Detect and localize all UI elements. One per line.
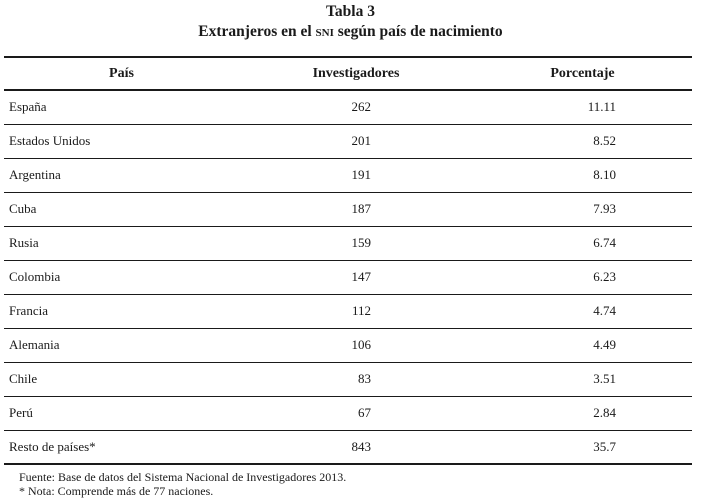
subtitle-acronym: sni [315, 23, 334, 40]
table-title: Tabla 3 [326, 3, 375, 20]
percent-value: 8.10 [593, 167, 616, 182]
table-notes [19, 470, 346, 498]
percent-value: 6.74 [593, 235, 616, 250]
header-row [4, 57, 692, 90]
researchers-cell [239, 90, 473, 124]
table-subtitle [0, 23, 701, 41]
country-cell: Resto de países* [4, 430, 239, 464]
researchers-value: 262 [351, 99, 371, 115]
percent-value: 4.74 [593, 303, 616, 318]
percent-value: 6.23 [593, 269, 616, 284]
country-cell: Francia [4, 294, 239, 328]
percent-cell [473, 328, 692, 362]
table-row [4, 124, 692, 158]
researchers-cell [239, 260, 473, 294]
researchers-cell [239, 226, 473, 260]
table-row [4, 226, 692, 260]
country-cell: Argentina [4, 158, 239, 192]
researchers-value: 147 [351, 269, 371, 284]
percent-cell [473, 294, 692, 328]
table-row [4, 90, 692, 124]
researchers-value: 67 [358, 405, 371, 420]
table-row [4, 396, 692, 430]
country-cell: España [4, 90, 239, 124]
percent-cell [473, 192, 692, 226]
researchers-cell [239, 396, 473, 430]
table-row [4, 192, 692, 226]
country-cell: Estados Unidos [4, 124, 239, 158]
researchers-value: 83 [358, 371, 371, 386]
percent-cell [473, 260, 692, 294]
percent-value: 4.49 [593, 337, 616, 352]
table-row [4, 294, 692, 328]
table-body [4, 90, 692, 464]
percent-value: 2.84 [593, 405, 616, 420]
percent-value: 3.51 [593, 371, 616, 386]
researchers-cell [239, 362, 473, 396]
researchers-value: 201 [351, 133, 371, 148]
table-row [4, 158, 692, 192]
header-researchers: Investigadores [239, 57, 473, 90]
country-cell: Alemania [4, 328, 239, 362]
subtitle-prefix: Extranjeros en el [198, 23, 316, 40]
table-row [4, 328, 692, 362]
table-row [4, 430, 692, 464]
percent-value: 8.52 [593, 133, 616, 148]
percent-cell [473, 430, 692, 464]
percent-value: 35.7 [593, 438, 616, 454]
data-table [4, 56, 692, 465]
researchers-cell [239, 124, 473, 158]
researchers-value: 159 [351, 235, 371, 250]
percent-cell [473, 226, 692, 260]
percent-cell [473, 158, 692, 192]
table-row [4, 260, 692, 294]
researchers-value: 106 [351, 337, 371, 352]
country-cell: Cuba [4, 192, 239, 226]
researchers-value: 187 [351, 201, 371, 216]
country-cell: Perú [4, 396, 239, 430]
researchers-cell [239, 328, 473, 362]
percent-cell [473, 362, 692, 396]
percent-cell [473, 90, 692, 124]
percent-value: 11.11 [587, 99, 616, 115]
researchers-value: 191 [351, 167, 371, 182]
percent-cell [473, 396, 692, 430]
header-country: País [4, 57, 239, 90]
country-cell: Chile [4, 362, 239, 396]
footnote: * Nota: Comprende más de 77 naciones. [19, 484, 214, 498]
source-note: Fuente: Base de datos del Sistema Nacional de Investigadores 2013. [19, 470, 347, 484]
subtitle-suffix: según país de nacimiento [333, 23, 503, 40]
researchers-cell [239, 294, 473, 328]
country-cell: Rusia [4, 226, 239, 260]
researchers-cell [239, 158, 473, 192]
researchers-value: 843 [351, 438, 371, 454]
researchers-cell [239, 430, 473, 464]
country-cell: Colombia [4, 260, 239, 294]
percent-value: 7.93 [593, 201, 616, 216]
percent-cell [473, 124, 692, 158]
table-row [4, 362, 692, 396]
researchers-cell [239, 192, 473, 226]
header-percent: Porcentaje [473, 57, 692, 90]
researchers-value: 112 [351, 303, 371, 318]
